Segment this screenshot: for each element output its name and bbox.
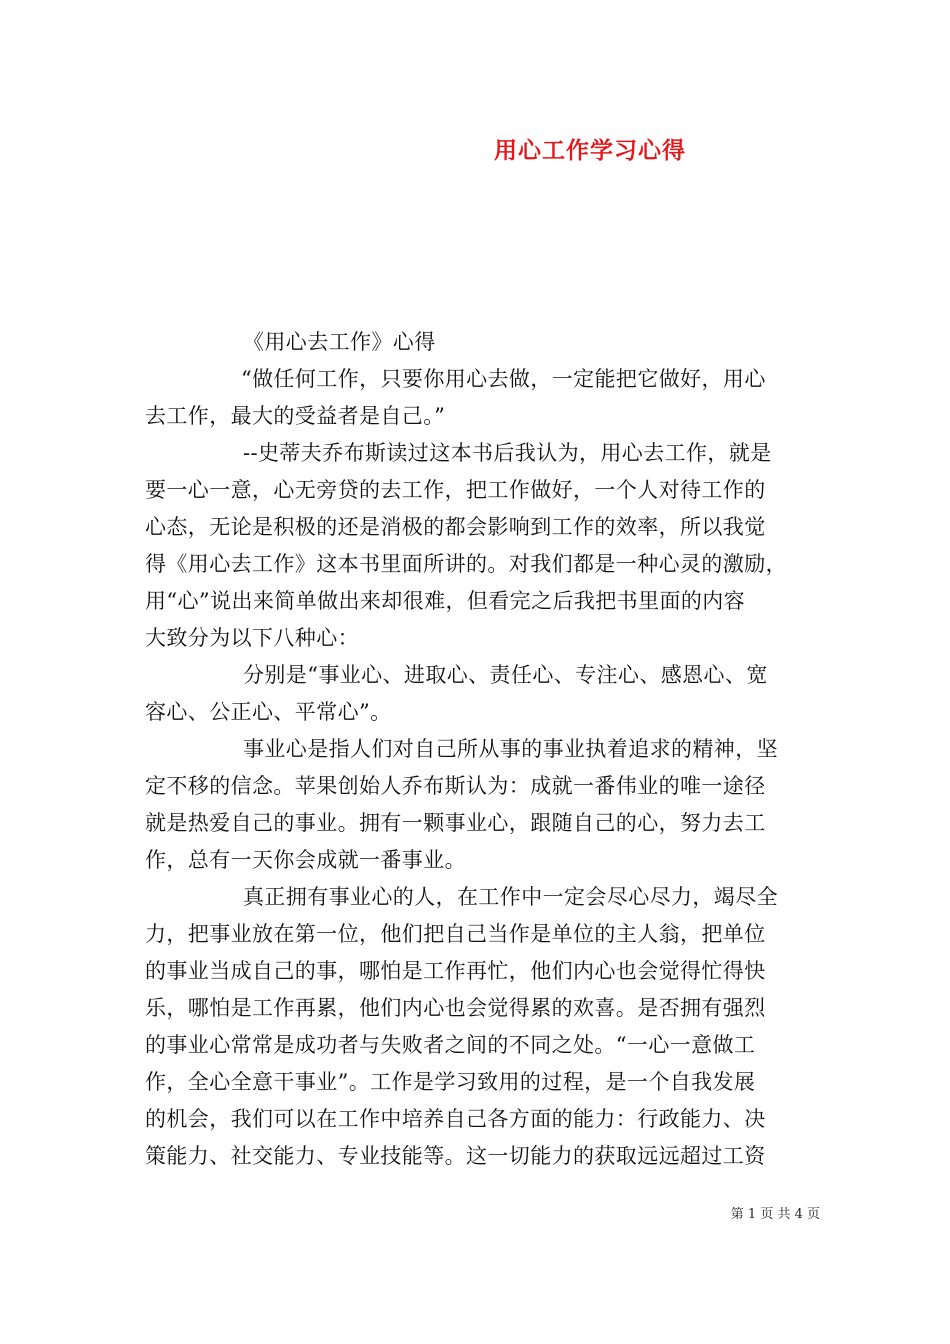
body-line: 就是热爱自己的事业。拥有一颗事业心，跟随自己的心，努力去工 (145, 811, 766, 835)
body-line: 分别是“事业心、进取心、责任心、专注心、感恩心、宽 (243, 663, 768, 687)
body-line: 的事业当成自己的事，哪怕是工作再忙，他们内心也会觉得忙得快 (145, 959, 766, 983)
body-line: 的事业心常常是成功者与失败者之间的不同之处。“一心一意做工 (145, 1033, 756, 1057)
document-title: 用心工作学习心得 (494, 138, 686, 164)
body-line: 力，把事业放在第一位，他们把自己当作是单位的主人翁，把单位 (145, 922, 766, 946)
body-line: 去工作，最大的受益者是自己。” (145, 404, 446, 428)
body-line: 《用心去工作》心得 (243, 330, 436, 354)
body-line: 大致分为以下八种心： (145, 626, 359, 650)
page-number: 第 1 页 共 4 页 (730, 1207, 820, 1222)
body-line: 乐，哪怕是工作再累，他们内心也会觉得累的欢喜。是否拥有强烈 (145, 996, 766, 1020)
body-line: 定不移的信念。苹果创始人乔布斯认为：成就一番伟业的唯一途径 (145, 774, 766, 798)
body-line: 得《用心去工作》这本书里面所讲的。对我们都是一种心灵的激励， (145, 552, 787, 576)
document-body (145, 324, 807, 1175)
body-line: 容心、公正心、平常心”。 (145, 700, 392, 724)
body-line: 策能力、社交能力、专业技能等。这一切能力的获取远远超过工资 (145, 1144, 766, 1168)
body-line: 作，全心全意干事业”。工作是学习致用的过程，是一个自我发展 (145, 1070, 756, 1094)
body-line: 真正拥有事业心的人，在工作中一定会尽心尽力，竭尽全 (243, 885, 778, 909)
body-line: --史蒂夫乔布斯读过这本书后我认为，用心去工作，就是 (243, 441, 772, 465)
body-line: 事业心是指人们对自己所从事的事业执着追求的精神，坚 (243, 737, 778, 761)
body-line: “做任何工作，只要你用心去做，一定能把它做好，用心 (241, 367, 766, 391)
body-line: 心态，无论是积极的还是消极的都会影响到工作的效率，所以我觉 (145, 515, 766, 539)
body-line: 要一心一意，心无旁贷的去工作，把工作做好，一个人对待工作的 (145, 478, 766, 502)
body-line: 用“心”说出来简单做出来却很难，但看完之后我把书里面的内容 (145, 589, 746, 613)
body-line: 的机会，我们可以在工作中培养自己各方面的能力：行政能力、决 (145, 1107, 766, 1131)
body-line: 作，总有一天你会成就一番事业。 (145, 848, 466, 872)
